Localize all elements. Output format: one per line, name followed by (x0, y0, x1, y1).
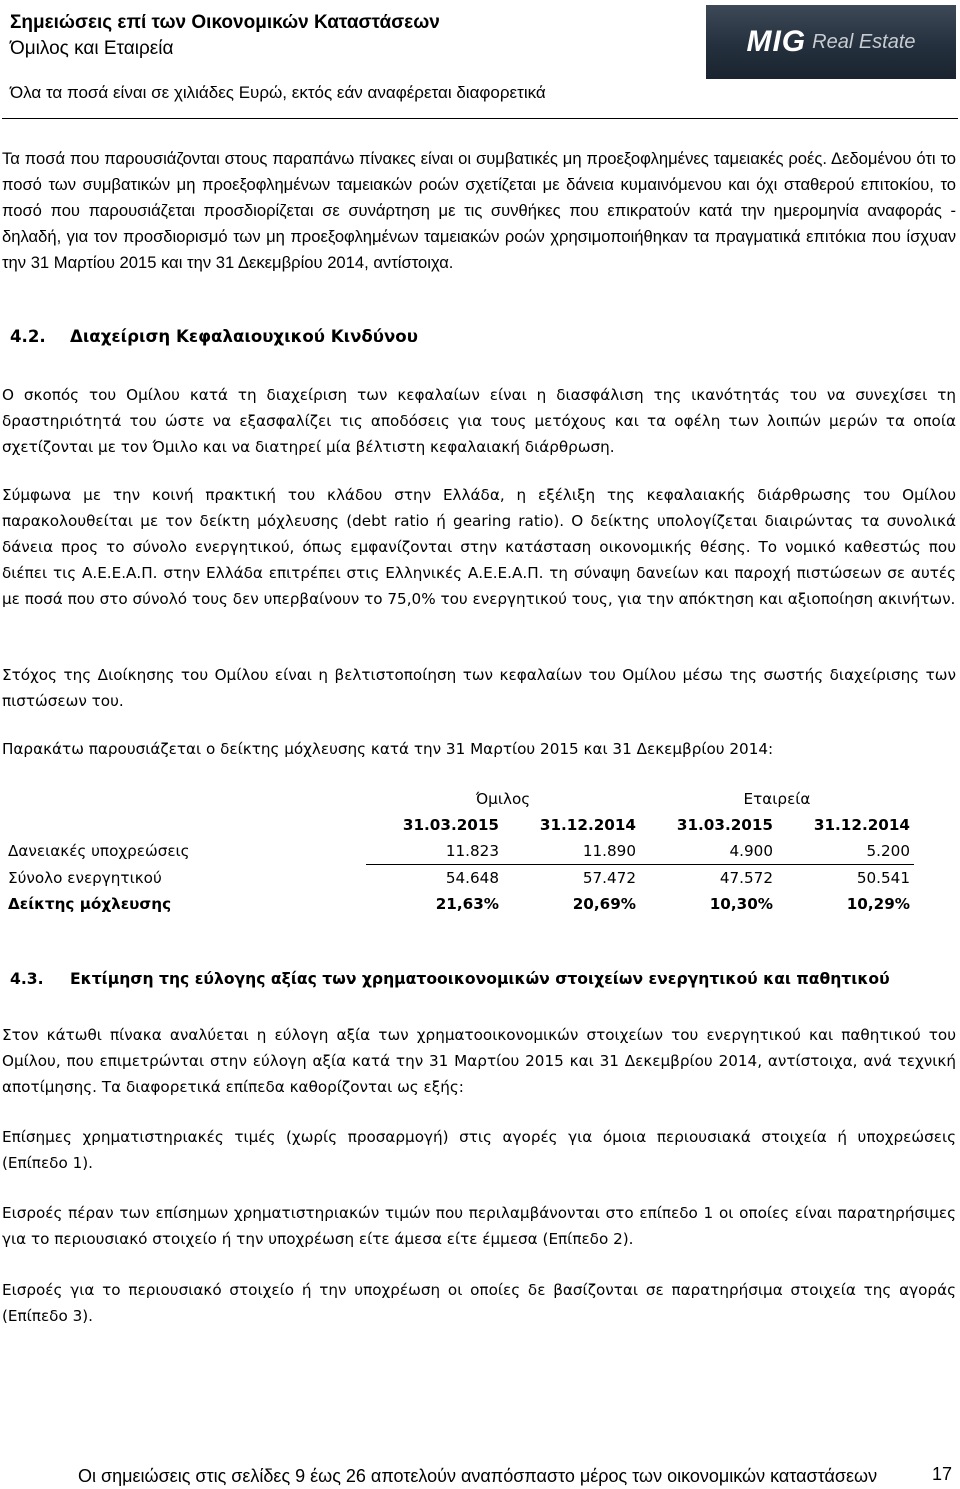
table-cell: 20,69% (572, 895, 636, 913)
table-row (8, 891, 914, 917)
section-heading-4-2 (10, 324, 418, 350)
column-header: 31.12.2014 (539, 816, 636, 834)
table-row (8, 865, 914, 892)
section-number: 4.2. (10, 327, 46, 346)
table-cell: 54.648 (445, 869, 499, 887)
intro-paragraph: Τα ποσά που παρουσιάζονται στους παραπάνω πίνακες είναι οι συμβατικές μη προεξοφλημένες ταμειακές ροές. Δεδομένου ότι το ποσό των συμβατικών μη προεξοφλημένων ταμειακών ροών σχετίζεται με δάνεια κυμαινόμενου και όχι σταθερού επιτοκίου, το ποσό που παρουσιάζεται προσδιορίζεται σε συνάρτηση με τις συνθήκες που επικρατούν κατά την ημερομηνία αναφοράς - δηλαδή, για τον προσδιορισμό των μη προεξοφλημένων ταμειακών ροών χρησιμοποιήθηκαν τα πραγματικά επιτόκια που ίσχυαν την 31 Μαρτίου 2015 και την 31 Δεκεμβρίου 2014, αντίστοιχα. (2, 149, 956, 272)
table-cell: 47.572 (719, 869, 773, 887)
section-title: Εκτίμηση της εύλογης αξίας των χρηματοοικονομικών στοιχείων ενεργητικού και παθητικού (70, 970, 890, 988)
logo-text: MIG (746, 25, 807, 58)
column-header: 31.03.2015 (402, 816, 499, 834)
logo-subtext: Real Estate (812, 30, 916, 53)
page-header (10, 10, 700, 104)
table-cell: 50.541 (856, 869, 910, 887)
group-header: Εταιρεία (743, 790, 811, 808)
document-subtitle: Όμιλος και Εταιρεία (10, 38, 174, 59)
table-cell: 57.472 (582, 869, 636, 887)
table-cell: 11.890 (503, 838, 640, 865)
table-cell: 4.900 (640, 838, 777, 865)
section-title: Διαχείριση Κεφαλαιουχικού Κινδύνου (70, 327, 418, 346)
paragraph: Σύμφωνα με την κοινή πρακτική του κλάδου στην Ελλάδα, η εξέλιξη της κεφαλαιακής διάρθρωσης του Ομίλου παρακολουθείται με τον δείκτη μόχλευσης (debt ratio ή gearing ratio). Ο δείκτης υπολογίζεται διαιρώντας τα συνολικά δάνεια προς το σύνολο ενεργητικού, όπως εμφανίζονται στην κατάσταση οικονομικής θέσης. Το νομικό καθεστώς που διέπει τις Α.Ε.Ε.Α.Π. στην Ελλάδα επιτρέπει στις Ελληνικές Α.Ε.Ε.Α.Π. τη σύναψη δανείων και παροχή πιστώσεων σε αυτές με ποσά που στο σύνολό τους δεν υπερβαίνουν το 75,0% του ενεργητικού τους, για την απόκτηση και αξιοποίηση ακινήτων. (2, 486, 956, 608)
paragraph: Στον κάτωθι πίνακα αναλύεται η εύλογη αξία των χρηματοοικονομικών στοιχείων του ενεργητικού και παθητικού του Ομίλου, που επιμετρώνται στην εύλογη αξία κατά την 31 Μαρτίου 2015 και 31 Δεκεμβρίου 2014, αντίστοιχα, ανά τεχνική αποτίμησης. Τα διαφορετικά επίπεδα καθορίζονται ως εξής: (2, 1026, 956, 1096)
table-group-header-row (8, 786, 914, 812)
company-logo (706, 5, 956, 79)
page-footer: Οι σημειώσεις στις σελίδες 9 έως 26 αποτελούν αναπόσπαστο μέρος των οικονομικών καταστάσεων (78, 1466, 878, 1486)
column-header: 31.12.2014 (813, 816, 910, 834)
section-number: 4.3. (10, 970, 44, 988)
row-label: Δανειακές υποχρεώσεις (8, 842, 190, 861)
table-cell: 10,30% (709, 895, 773, 913)
paragraph: Παρακάτω παρουσιάζεται ο δείκτης μόχλευσης κατά την 31 Μαρτίου 2015 και 31 Δεκεμβρίου 2014: (2, 740, 774, 758)
row-label: Σύνολο ενεργητικού (8, 868, 162, 887)
currency-note: Όλα τα ποσά είναι σε χιλιάδες Ευρώ, εκτός εάν αναφέρεται διαφορετικά (10, 83, 546, 102)
page-number: 17 (932, 1464, 953, 1484)
section-heading-4-3 (10, 966, 890, 992)
paragraph: Επίσημες χρηματιστηριακές τιμές (χωρίς προσαρμογή) στις αγορές για όμοια περιουσιακά στοιχεία ή υποχρεώσεις (Επίπεδο 1). (2, 1128, 956, 1172)
table-cell: 11.823 (366, 838, 503, 865)
table-date-header-row (8, 812, 914, 838)
paragraph: Ο σκοπός του Ομίλου κατά τη διαχείριση των κεφαλαίων είναι η διασφάλιση της ικανότητάς του να συνεχίσει τη δραστηριότητά του ώστε να εξασφαλίζει τις αποδόσεις για τους μετόχους και τα οφέλη των λοιπών μερών τα οποία σχετίζονται με τον Όμιλο και να διατηρεί μία βέλτιστη κεφαλαιακή διάρθρωση. (2, 386, 956, 456)
column-header: 31.03.2015 (676, 816, 773, 834)
table-cell: 10,29% (846, 895, 910, 913)
document-title: Σημειώσεις επί των Οικονομικών Καταστάσεων (10, 12, 440, 33)
paragraph: Εισροές για το περιουσιακό στοιχείο ή την υποχρέωση οι οποίες δε βασίζονται σε παρατηρήσιμα στοιχεία της αγοράς (Επίπεδο 3). (2, 1281, 956, 1325)
table-cell: 5.200 (777, 838, 914, 865)
paragraph: Στόχος της Διοίκησης του Ομίλου είναι η βελτιστοποίηση των κεφαλαίων του Ομίλου μέσω της σωστής διαχείρισης των πιστώσεων του. (2, 666, 956, 710)
leverage-table (8, 786, 914, 917)
group-header: Όμιλος (475, 790, 531, 808)
row-label: Δείκτης μόχλευσης (8, 895, 172, 913)
header-divider (2, 118, 958, 119)
paragraph: Εισροές πέραν των επίσημων χρηματιστηριακών τιμών που περιλαμβάνονται στο επίπεδο 1 οι οποίες είναι παρατηρήσιμες για το περιουσιακό στοιχείο ή την υποχρέωση είτε άμεσα είτε έμμεσα (Επίπεδο 2). (2, 1204, 956, 1248)
table-cell: 21,63% (435, 895, 499, 913)
table-row (8, 838, 914, 865)
